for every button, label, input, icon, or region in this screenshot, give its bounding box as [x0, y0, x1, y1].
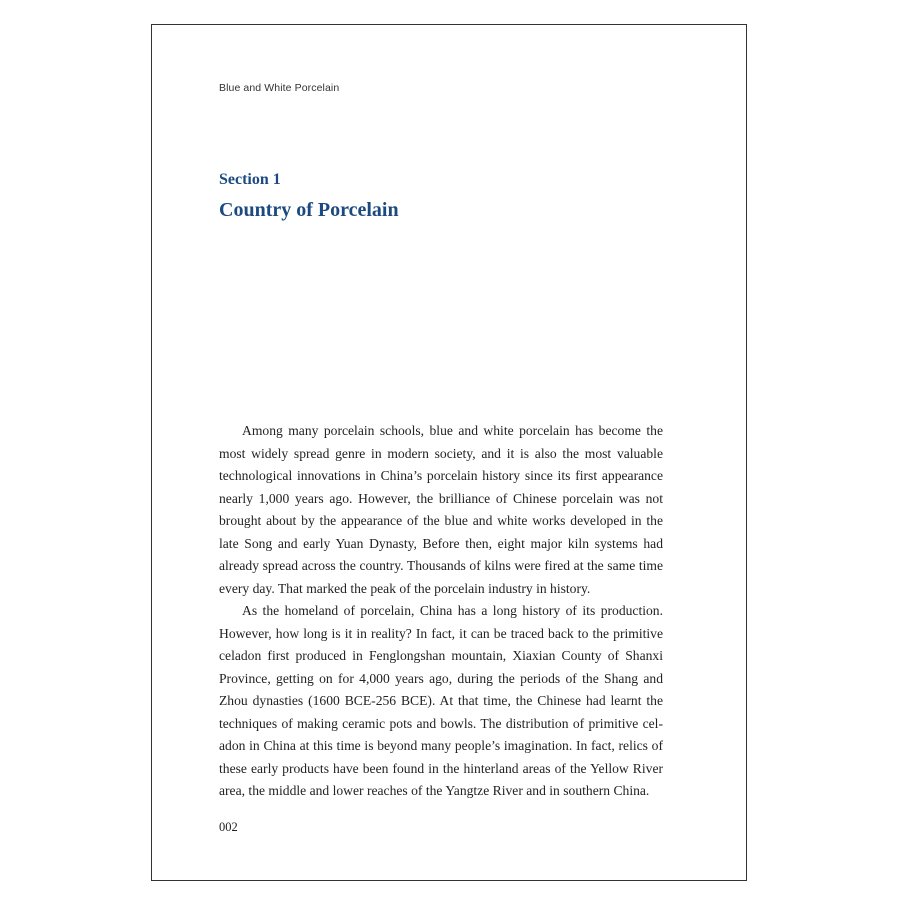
book-page	[151, 24, 747, 881]
section-title: Country of Porcelain	[219, 199, 399, 221]
running-head: Blue and White Porcelain	[219, 82, 340, 94]
paragraph-1: Among many porcelain schools, blue and white porcelain has become the most widely spread genre in modern society, and it is also the most valuable technological innovations in China’s porcelain history since its first appearance nearly 1,000 years ago. However, the brilliance of Chinese porcelain was not brought about by the appearance of the blue and white works developed in the late Song and early Yuan Dynasty, Before then, eight major kiln systems had already spread across the country. Thousands of kilns were fired at the same time every day. That marked the peak of the porcelain industry in history.	[219, 423, 663, 596]
page-number: 002	[219, 820, 238, 834]
body-text	[219, 420, 663, 803]
paragraph-2: As the homeland of porcelain, China has a long history of its production. However, how long is it in reality? In fact, it can be traced back to the primitive celadon first produced in Fenglongshan mountain, Xiaxian County of Shanxi Province, getting on for 4,000 years ago, during the periods of the Shang and Zhou dynasties (1600 BCE-256 BCE). At that time, the Chinese had learnt the techniques of making ceramic pots and bowls. The distribution of primitive celadon in China at this time is beyond many people’s imagination. In fact, relics of these early products have been found in the hinterland areas of the Yellow River area, the middle and lower reaches of the Yangtze River and in southern China.	[219, 603, 663, 798]
section-label: Section 1	[219, 171, 281, 188]
